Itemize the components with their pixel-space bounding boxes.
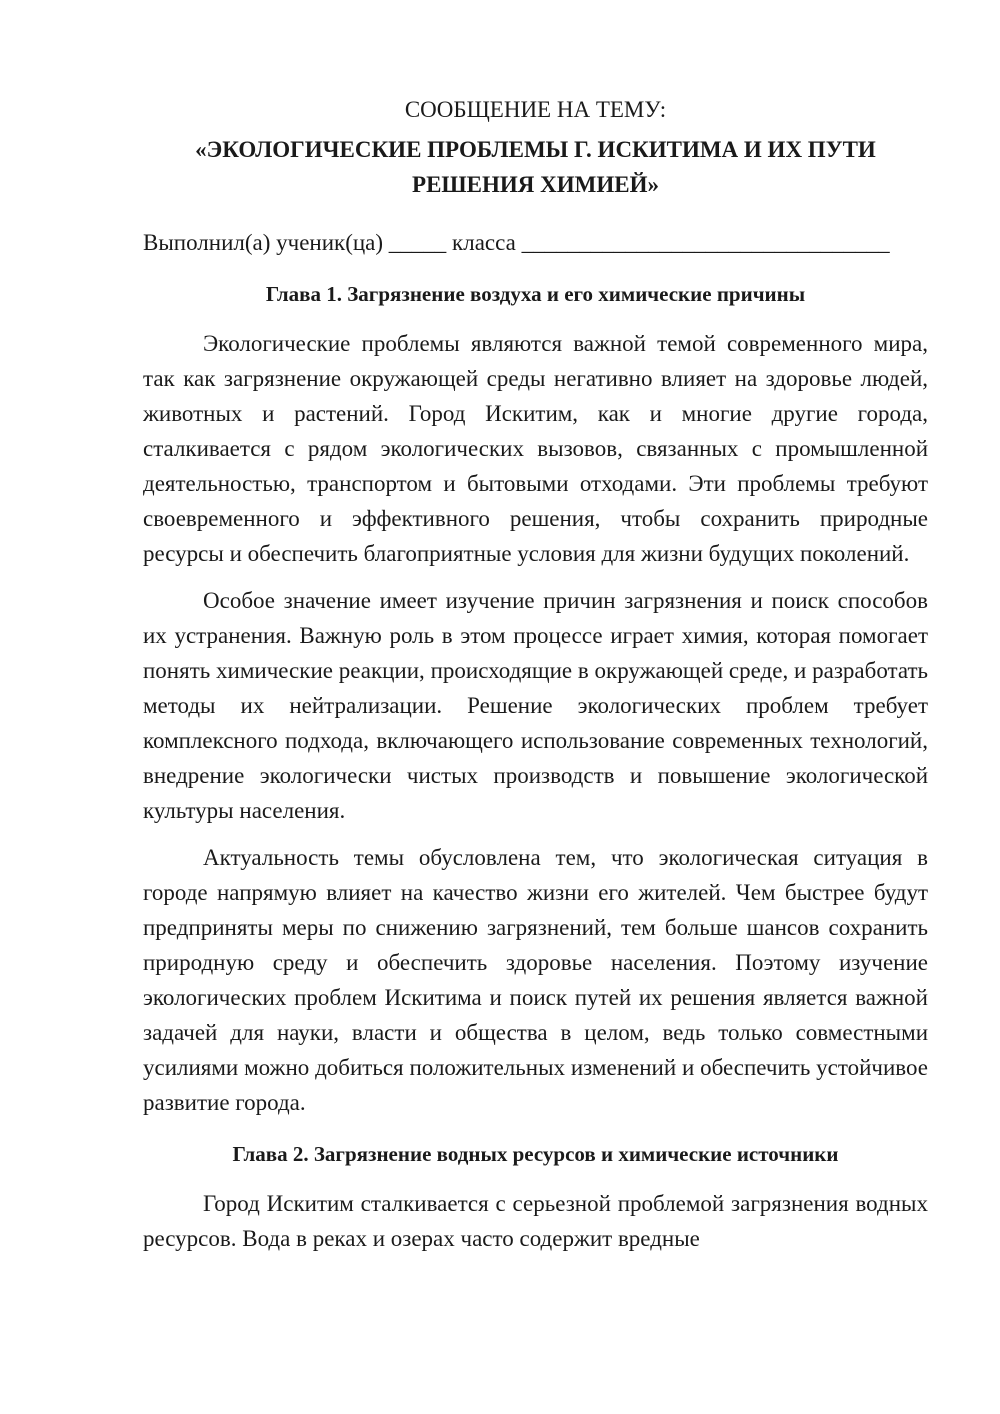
paragraph: Экологические проблемы являются важной темой современного мира, так как загрязнение окружающей среды негативно влияет на здоровье людей, животных и растений. Город Искитим, как и многие другие города, сталкивается с рядом экологических вызовов, связанных с промышленной деятельностью, транспортом и бытовыми отходами. Эти проблемы требуют своевременного и эффективного решения, чтобы сохранить природные ресурсы и обеспечить благоприятные условия для жизни будущих поколений.: [143, 331, 928, 566]
paragraph: Актуальность темы обусловлена тем, что экологическая ситуация в городе напрямую влияет на качество жизни его жителей. Чем быстрее будут предприняты меры по снижению загрязнений, тем больше шансов сохранить природную среду и обеспечить здоровье населения. Поэтому изучение экологических проблем Искитима и поиск путей их решения является важной задачей для науки, власти и общества в целом, ведь только совместными усилиями можно добиться положительных изменений и обеспечить устойчивое развитие города.: [143, 845, 928, 1115]
document-title: «ЭКОЛОГИЧЕСКИЕ ПРОБЛЕМЫ Г. ИСКИТИМА И ИХ ПУТИ РЕШЕНИЯ ХИМИЕЙ»: [195, 137, 876, 197]
paragraph: Город Искитим сталкивается с серьезной проблемой загрязнения водных ресурсов. Вода в реках и озерах часто содержит вредные: [143, 1191, 928, 1251]
paragraph: Особое значение имеет изучение причин загрязнения и поиск способов их устранения. Важную роль в этом процессе играет химия, которая помогает понять химические реакции, происходящие в окружающей среде, и разработать методы их нейтрализации. Решение экологических проблем требует комплексного подхода, включающего использование современных технологий, внедрение экологически чистых производств и повышение экологической культуры населения.: [143, 588, 928, 823]
document-page: [143, 92, 928, 1256]
document-header: СООБЩЕНИЕ НА ТЕМУ:: [404, 97, 667, 122]
chapter-heading: Глава 1. Загрязнение воздуха и его химические причины: [265, 282, 806, 306]
author-line: Выполнил(а) ученик(ца) _____ класса ________________________________: [143, 230, 890, 255]
chapter-heading: Глава 2. Загрязнение водных ресурсов и химические источники: [232, 1142, 839, 1166]
